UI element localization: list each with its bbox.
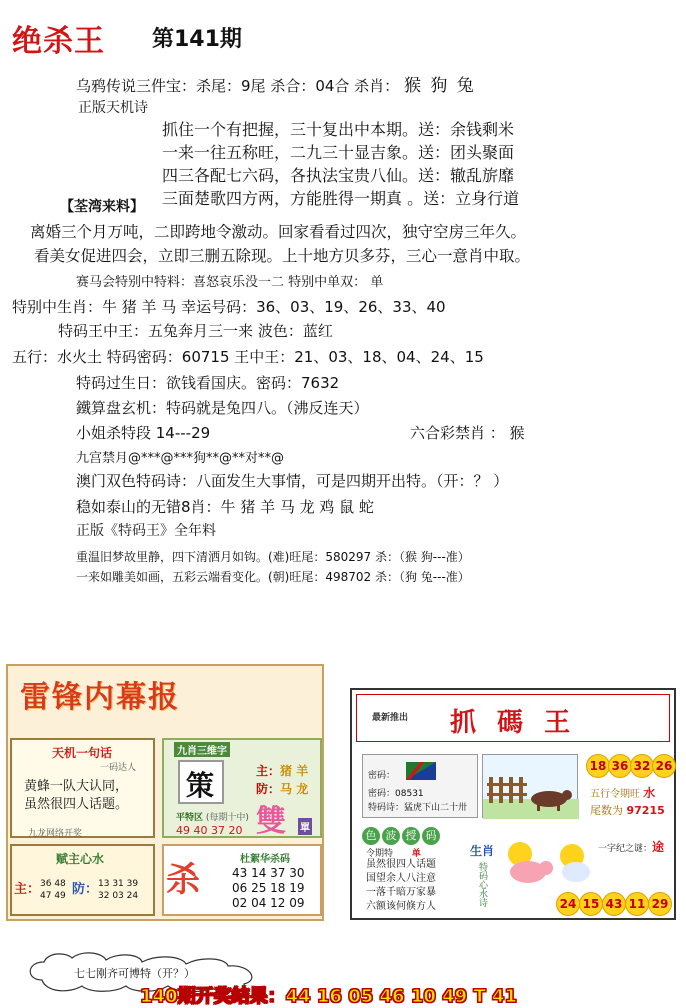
right-title: 抓 碼 王 <box>450 708 577 738</box>
right-tag: 最新推出 <box>372 713 409 723</box>
tiesuan-line: 鐵算盘玄机：特码就是兔四八。（沸反连天） <box>76 399 369 417</box>
saima-label: 赛马会特别中特料：喜怒哀乐没一二 特别中单双： <box>76 275 367 290</box>
right-poem-line: 国望余人八注意 <box>366 873 436 884</box>
taishan-line: 稳如泰山的无错8肖：牛 猪 羊 马 龙 鸡 鼠 蛇 <box>76 498 374 516</box>
huacode-row: 43 14 37 30 <box>232 866 305 880</box>
bose-label: 波色： <box>257 322 303 340</box>
yiju-value: 途 <box>652 840 665 854</box>
number-ball: 43 <box>602 892 626 916</box>
tema-ming <box>368 800 467 813</box>
tema-wang-label: 特码王中王： <box>58 322 149 340</box>
right-poem-line: 一落千暗万家暴 <box>366 887 436 898</box>
tema-ming-label: 特码诗： <box>368 803 405 813</box>
line1-zodiac: 猴 狗 兔 <box>403 76 476 96</box>
shuang-char: 雙 <box>256 804 286 839</box>
right-poem <box>366 858 436 914</box>
saima-value: 单 <box>370 275 384 290</box>
number-ball: 29 <box>648 892 672 916</box>
zhong-sheng-line: 特别中生肖：牛 猪 羊 马 幸运号码：36、03、19、26、33、40 <box>12 298 446 316</box>
huacode-row: 02 04 12 09 <box>232 896 305 910</box>
tema-wang-value: 五兔奔月三一来 <box>148 322 254 340</box>
fang-value: 马 龙 <box>280 782 309 796</box>
pingte-title <box>176 810 249 823</box>
huacode-title: 杜絮华杀码 <box>240 854 290 865</box>
xin-left-row: 47 49 <box>40 891 66 901</box>
number-ball: 15 <box>579 892 603 916</box>
tag-chip: 波 <box>382 827 400 845</box>
saima-line <box>76 271 383 290</box>
left-panel-title: 雷锋内幕报 <box>20 680 180 715</box>
tianji-footer: 九龙网络开奖 <box>28 829 83 839</box>
verse-2: 一来如雕美如画，五彩云端看变化。(朝)旺尾：498702 杀：（狗 兔---准） <box>76 570 470 584</box>
huacode-row: 06 25 18 19 <box>232 881 305 895</box>
tianji-lines <box>24 778 128 814</box>
liuhe-line: 六合彩禁肖 ： 猴 <box>410 424 525 442</box>
issue-number: 第141期 <box>152 27 242 52</box>
grid-title: 九肖三维字 <box>174 742 230 757</box>
line1 <box>76 71 476 96</box>
number-ball: 11 <box>625 892 649 916</box>
number-ball: 24 <box>556 892 580 916</box>
mima-code-label: 密码： <box>368 789 396 799</box>
result-banner: 140期开奖结果：44 16 05 46 10 49 T 41 <box>140 986 518 1007</box>
zhu-value: 猪 羊 <box>280 764 309 778</box>
number-ball: 32 <box>630 754 654 778</box>
weishu-row <box>590 802 665 818</box>
mima-code-value: 08531 <box>395 789 424 799</box>
xin-left-row: 36 48 <box>40 879 66 889</box>
tianji-line: 虽然很四人话题。 <box>24 797 129 812</box>
guosheng-line: 特码过生日：欲钱看国庆。密码：7632 <box>76 374 340 392</box>
xin-fang: 防： <box>72 882 99 897</box>
yiju-row <box>598 838 664 855</box>
flag-icon <box>406 762 436 780</box>
tag-chip: 码 <box>422 827 440 845</box>
poem-line: 四三各配七六码，各执法宝贵八仙。送：辙乱旂靡 <box>162 166 515 185</box>
lingqi-value: 单 <box>411 849 421 859</box>
poem-line: 抓住一个有把握，三十复出中本期。送：余钱剩米 <box>162 120 515 139</box>
tianji-sign: 一码达人 <box>100 763 137 773</box>
poem-title: 正版天机诗 <box>78 100 148 116</box>
line1-label: 乌鸦传说三件宝：杀尾： <box>76 77 242 95</box>
mima-code <box>368 786 424 799</box>
sha-char: 杀 <box>166 860 200 900</box>
lingqi-label: 令期特 <box>366 849 394 859</box>
xin-title: 赋主心水 <box>56 852 105 866</box>
line1-tail: 9尾 杀合：04合 杀肖： <box>241 77 400 95</box>
xin-zhu: 主： <box>14 882 41 897</box>
tianji-title: 天机一句话 <box>52 746 113 760</box>
fang-line <box>256 780 308 797</box>
tema-heart-label: 特码心水诗 <box>477 862 487 907</box>
zhu-line <box>256 762 308 779</box>
yiju-label: 一字纪之谜： <box>598 844 653 854</box>
pig-picture <box>498 836 596 892</box>
zhu-label: 主： <box>256 764 281 778</box>
poem-line: 三面楚歌四方两，方能胜得一期真 。送：立身行道 <box>162 189 520 208</box>
shengxiao-label: 生肖 <box>470 844 495 858</box>
pingte-nums: 49 40 37 20 <box>176 824 243 837</box>
xin-left <box>40 878 66 902</box>
number-ball: 26 <box>652 754 676 778</box>
quan-block <box>30 220 530 268</box>
xin-right-row: 13 31 39 <box>98 879 139 889</box>
number-ball: 36 <box>608 754 632 778</box>
poem-line: 一来一往五称旺，二九三十显吉象。送：团头聚面 <box>162 143 515 162</box>
xin-right <box>98 878 138 902</box>
tag-chip: 授 <box>402 827 420 845</box>
wuxing-label: 五行令期旺 <box>590 789 640 800</box>
cloud-text: 七七刚齐可博特（开？） <box>74 967 195 980</box>
mima-label: 密码： <box>368 771 396 781</box>
bose-value: 蓝红 <box>302 322 333 340</box>
wuxing-row <box>590 784 655 801</box>
zhengban-line: 正版《特码王》全年料 <box>76 523 216 539</box>
farm-picture <box>482 754 578 818</box>
quan-line: 看美女促进四会，立即三删五除现。上十地方贝多芬，三心一意肖中取。 <box>34 247 531 265</box>
xin-right-row: 32 03 24 <box>98 891 139 901</box>
weishu-label: 尾数为 <box>590 804 623 817</box>
pingte-label: 平特区 <box>176 813 204 823</box>
tag-chip: 色 <box>362 827 380 845</box>
right-poem-line: 虽然很四人话题 <box>366 859 436 870</box>
verse-1: 重温旧梦故里静，四下清洒月如钩。(难)旺尾：580297 杀：（猴 狗---准） <box>76 550 470 564</box>
tag-row <box>362 824 440 845</box>
tianji-line: 黄蜂一队大认同， <box>24 779 129 794</box>
wuxing-line: 五行：水火土 特码密码：60715 王中王：21、03、18、04、24、15 <box>12 348 484 366</box>
number-ball: 18 <box>586 754 610 778</box>
tema-ming-value: 猛虎下山二十卅 <box>404 803 468 813</box>
quan-line: 离婚三个月万吨，二即跨地令激动。回家看看过四次，独守空房三年久。 <box>30 223 527 241</box>
wuxing-value: 水 <box>643 786 656 800</box>
fang-label: 防： <box>256 782 281 796</box>
xiaojie-line: 小姐杀特段 14---29 <box>76 424 211 442</box>
aomen-line: 澳门双色特码诗：八面发生大事情，可是四期开出特。（开：？ ） <box>76 472 509 490</box>
logo-title: 绝杀王 <box>12 24 105 59</box>
weishu-value: 97215 <box>626 804 665 817</box>
big-char: 策 <box>186 769 215 802</box>
huacode-rows <box>232 866 305 911</box>
dan-char: 單 <box>298 818 312 835</box>
pingte-sub: (每期十中) <box>205 813 249 823</box>
jiugong-line: 九宫禁月@***@***狗**@**对**@ <box>76 451 285 466</box>
right-poem-line: 六额该何倏方人 <box>366 901 436 912</box>
poem-block <box>162 118 519 210</box>
section-title: 【荃湾来料】 <box>60 199 144 215</box>
tema-wang-line <box>58 320 333 341</box>
